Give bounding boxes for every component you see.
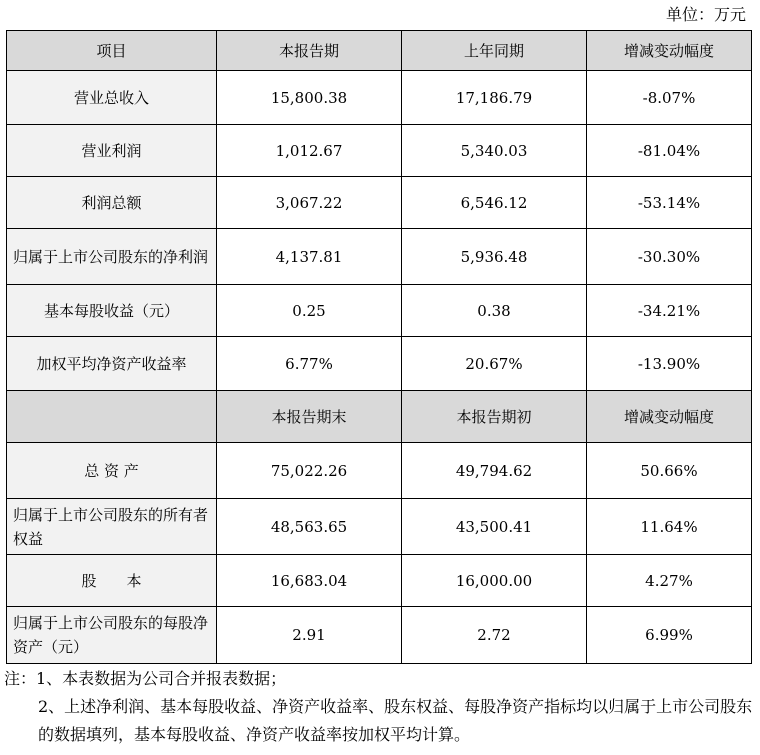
current-value: 48,563.65 (217, 499, 402, 555)
table-header-row (7, 391, 752, 443)
table-row (7, 607, 752, 664)
current-value: 16,683.04 (217, 555, 402, 607)
current-value: 6.77% (217, 337, 402, 391)
current-value: 1,012.67 (217, 125, 402, 177)
table-row (7, 71, 752, 125)
column-header-blank (7, 391, 217, 443)
row-label: 基本每股收益（元） (7, 285, 217, 337)
row-label: 加权平均净资产收益率 (7, 337, 217, 391)
prior-value: 17,186.79 (402, 71, 587, 125)
current-value: 75,022.26 (217, 443, 402, 499)
row-label: 总 资 产 (7, 443, 217, 499)
prior-value: 20.67% (402, 337, 587, 391)
table-row (7, 499, 752, 555)
table-row (7, 125, 752, 177)
column-header-current-period: 本报告期 (217, 31, 402, 71)
column-header-change: 增减变动幅度 (587, 391, 752, 443)
unit-label: 单位：万元 (665, 5, 746, 24)
table-row (7, 443, 752, 499)
footnote-2: 2、上述净利润、基本每股收益、净资产收益率、股东权益、每股净资产指标均以归属于上市公司股东的数据填列，基本每股收益、净资产收益率按加权平均计算。 (38, 697, 753, 744)
change-value: -13.90% (587, 337, 752, 391)
current-value: 2.91 (217, 607, 402, 664)
change-value: -34.21% (587, 285, 752, 337)
prior-value: 5,936.48 (402, 229, 587, 285)
row-label: 归属于上市公司股东的每股净资产（元） (7, 607, 217, 664)
column-header-change: 增减变动幅度 (587, 31, 752, 71)
change-value: 11.64% (587, 499, 752, 555)
table-row (7, 555, 752, 607)
current-value: 4,137.81 (217, 229, 402, 285)
current-value: 15,800.38 (217, 71, 402, 125)
financial-summary-table (6, 30, 752, 664)
change-value: 50.66% (587, 443, 752, 499)
change-value: -53.14% (587, 177, 752, 229)
table-header-row (7, 31, 752, 71)
change-value: -30.30% (587, 229, 752, 285)
column-header-period-start: 本报告期初 (402, 391, 587, 443)
prior-value: 0.38 (402, 285, 587, 337)
footnote-1: 注：1、本表数据为公司合并报表数据； (4, 669, 287, 688)
current-value: 3,067.22 (217, 177, 402, 229)
row-label: 营业总收入 (7, 71, 217, 125)
row-label: 利润总额 (7, 177, 217, 229)
table-row (7, 229, 752, 285)
table-row (7, 337, 752, 391)
row-label: 归属于上市公司股东的所有者权益 (7, 499, 217, 555)
prior-value: 6,546.12 (402, 177, 587, 229)
current-value: 0.25 (217, 285, 402, 337)
prior-value: 43,500.41 (402, 499, 587, 555)
change-value: 6.99% (587, 607, 752, 664)
prior-value: 16,000.00 (402, 555, 587, 607)
table-row (7, 285, 752, 337)
change-value: -8.07% (587, 71, 752, 125)
prior-value: 5,340.03 (402, 125, 587, 177)
column-header-item: 项目 (7, 31, 217, 71)
prior-value: 2.72 (402, 607, 587, 664)
row-label: 营业利润 (7, 125, 217, 177)
table-row (7, 177, 752, 229)
row-label: 股 本 (7, 555, 217, 607)
column-header-prior-period: 上年同期 (402, 31, 587, 71)
footnotes (4, 665, 756, 749)
column-header-period-end: 本报告期末 (217, 391, 402, 443)
row-label: 归属于上市公司股东的净利润 (7, 229, 217, 285)
change-value: 4.27% (587, 555, 752, 607)
prior-value: 49,794.62 (402, 443, 587, 499)
change-value: -81.04% (587, 125, 752, 177)
